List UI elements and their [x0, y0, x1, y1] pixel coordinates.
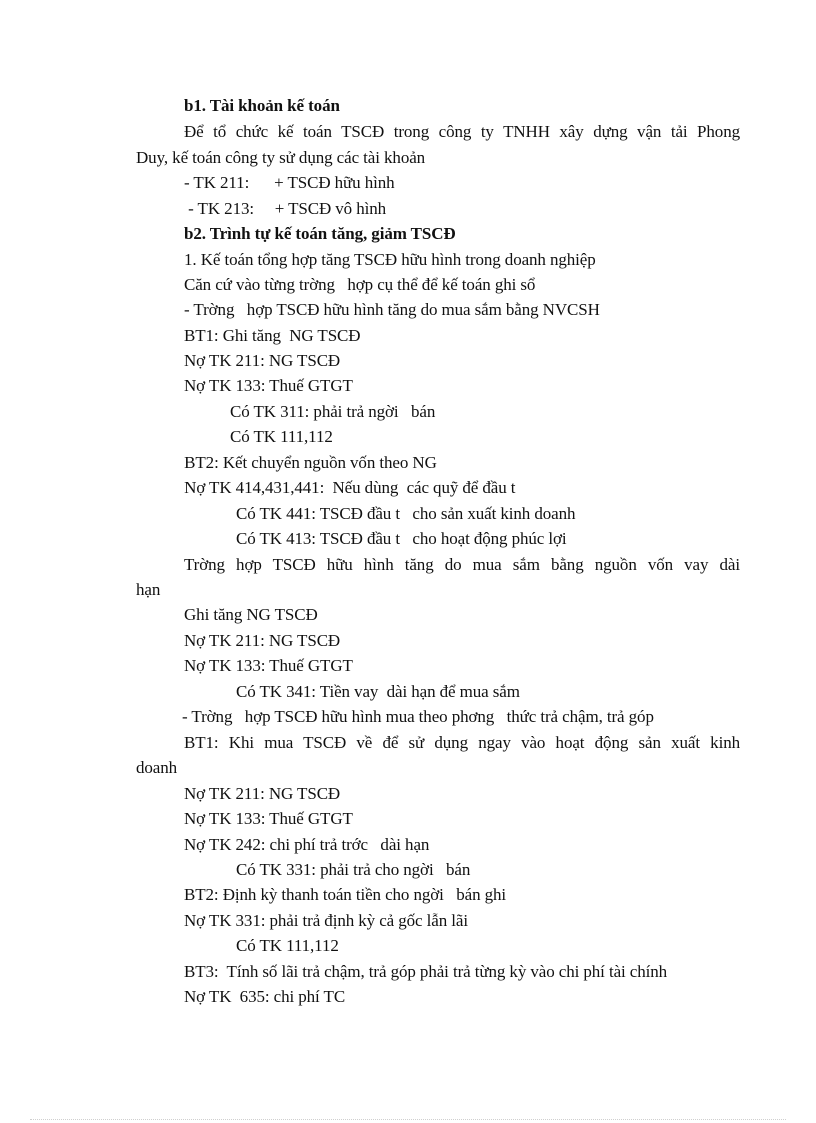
entry-line: BT2: Kết chuyển nguồn vốn theo NG — [180, 453, 437, 472]
footer-divider — [30, 1119, 786, 1120]
entry-line: Nợ TK 133: Thuế GTGT — [184, 376, 353, 395]
paragraph-line: Duy, kế toán công ty sử dụng các tài khoản — [136, 148, 426, 167]
paragraph-line: Để tổ chức kế toán TSCĐ trong công ty TNHH xây dựng vận tải Phong — [184, 122, 740, 141]
paragraph-line: 1. Kế toán tổng hợp tăng TSCĐ hữu hình trong doanh nghiệp — [184, 250, 596, 269]
entry-line: Có TK 341: Tiền vay dài hạn để mua sắm — [236, 682, 520, 701]
paragraph-line: Căn cứ vào từng trờng hợp cụ thể để kế toán ghi sổ — [184, 275, 536, 294]
entry-line: Nợ TK 211: NG TSCĐ — [184, 351, 341, 370]
entry-line: BT2: Định kỳ thanh toán tiền cho ngời bán ghi — [184, 885, 507, 904]
entry-line: Có TK 331: phải trả cho ngời bán — [236, 860, 471, 879]
entry-line: Nợ TK 133: Thuế GTGT — [184, 809, 353, 828]
paragraph-line: BT1: Khi mua TSCĐ về để sử dụng ngay vào hoạt động sản xuất kinh — [184, 733, 740, 752]
entry-line: Nợ TK 331: phải trả định kỳ cả gốc lẫn lãi — [184, 911, 468, 930]
entry-line: BT1: Ghi tăng NG TSCĐ — [184, 326, 361, 345]
entry-line: Có TK 111,112 — [236, 936, 339, 955]
entry-line: Ghi tăng NG TSCĐ — [184, 605, 318, 624]
entry-line: Nợ TK 242: chi phí trả trớc dài hạn — [184, 835, 430, 854]
paragraph-line: - Trờng hợp TSCĐ hữu hình tăng do mua sắm bằng NVCSH — [184, 300, 600, 319]
entry-line: Có TK 441: TSCĐ đầu t cho sản xuất kinh doanh — [236, 504, 576, 523]
paragraph-line: Trờng hợp TSCĐ hữu hình tăng do mua sắm bằng nguồn vốn vay dài — [184, 555, 740, 574]
account-line: - TK 211: + TSCĐ hữu hình — [184, 173, 395, 192]
entry-line: Có TK 311: phải trả ngời bán — [230, 402, 436, 421]
entry-line: Có TK 111,112 — [230, 427, 333, 446]
heading-b2: b2. Trình tự kế toán tăng, giảm TSCĐ — [184, 224, 456, 243]
entry-line: Nợ TK 133: Thuế GTGT — [184, 656, 353, 675]
paragraph-line: doanh — [136, 758, 178, 777]
entry-line: Nợ TK 635: chi phí TC — [184, 987, 346, 1006]
entry-line: Nợ TK 211: NG TSCĐ — [184, 784, 341, 803]
paragraph-line: - Trờng hợp TSCĐ hữu hình mua theo phơng thức trả chậm, trả góp — [182, 707, 654, 726]
account-line: - TK 213: + TSCĐ vô hình — [184, 199, 387, 218]
paragraph-line: hạn — [136, 580, 161, 599]
heading-b1: b1. Tài khoản kế toán — [184, 96, 340, 115]
entry-line: Nợ TK 211: NG TSCĐ — [184, 631, 341, 650]
entry-line: Có TK 413: TSCĐ đầu t cho hoạt động phúc lợi — [236, 529, 567, 548]
entry-line: BT3: Tính số lãi trả chậm, trả góp phải trả từng kỳ vào chi phí tài chính — [184, 962, 668, 981]
entry-line: Nợ TK 414,431,441: Nếu dùng các quỹ để đầu t — [180, 478, 516, 497]
